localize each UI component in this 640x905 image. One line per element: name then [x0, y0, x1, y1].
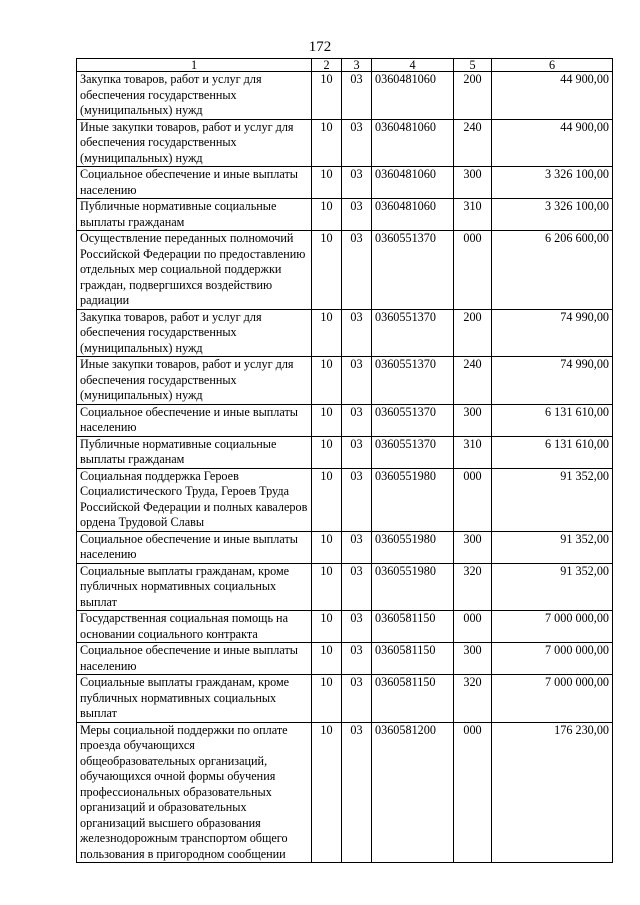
section-code-cell: 10 [312, 675, 342, 723]
item-name-cell: Социальная поддержка Героев Социалистического Труда, Героев Труда Российской Федерации и полных кавалеров ордена Трудовой Славы [77, 468, 312, 531]
amount-cell: 3 326 100,00 [492, 167, 613, 199]
target-article-code-cell: 0360581150 [372, 611, 454, 643]
subsection-code-cell: 03 [342, 531, 372, 563]
section-code-cell: 10 [312, 167, 342, 199]
table-row [77, 309, 613, 357]
section-code-cell: 10 [312, 436, 342, 468]
item-name-cell: Закупка товаров, работ и услуг для обеспечения государственных (муниципальных) нужд [77, 309, 312, 357]
amount-cell: 3 326 100,00 [492, 199, 613, 231]
section-code-cell: 10 [312, 199, 342, 231]
header-row [77, 59, 613, 72]
amount-cell: 176 230,00 [492, 722, 613, 863]
expense-type-code-cell: 300 [454, 531, 492, 563]
target-article-code-cell: 0360551370 [372, 357, 454, 405]
header-cell: 6 [492, 59, 613, 72]
item-name-cell: Социальные выплаты гражданам, кроме публичных нормативных социальных выплат [77, 675, 312, 723]
amount-cell: 44 900,00 [492, 72, 613, 120]
table-row [77, 199, 613, 231]
subsection-code-cell: 03 [342, 611, 372, 643]
section-code-cell: 10 [312, 309, 342, 357]
table-row [77, 611, 613, 643]
expense-type-code-cell: 000 [454, 722, 492, 863]
table-row [77, 643, 613, 675]
header-cell: 5 [454, 59, 492, 72]
item-name-cell: Социальное обеспечение и иные выплаты населению [77, 404, 312, 436]
subsection-code-cell: 03 [342, 468, 372, 531]
amount-cell: 91 352,00 [492, 563, 613, 611]
target-article-code-cell: 0360481060 [372, 72, 454, 120]
expense-type-code-cell: 200 [454, 309, 492, 357]
subsection-code-cell: 03 [342, 199, 372, 231]
section-code-cell: 10 [312, 722, 342, 863]
item-name-cell: Иные закупки товаров, работ и услуг для обеспечения государственных (муниципальных) нужд [77, 357, 312, 405]
target-article-code-cell: 0360551370 [372, 309, 454, 357]
table-row [77, 531, 613, 563]
target-article-code-cell: 0360551980 [372, 563, 454, 611]
page-number: 172 [308, 39, 332, 55]
expense-type-code-cell: 300 [454, 167, 492, 199]
amount-cell: 7 000 000,00 [492, 643, 613, 675]
amount-cell: 74 990,00 [492, 309, 613, 357]
target-article-code-cell: 0360551980 [372, 468, 454, 531]
table-row [77, 119, 613, 167]
subsection-code-cell: 03 [342, 722, 372, 863]
section-code-cell: 10 [312, 119, 342, 167]
budget-table [76, 58, 613, 863]
section-code-cell: 10 [312, 357, 342, 405]
table-row [77, 231, 613, 310]
expense-type-code-cell: 000 [454, 468, 492, 531]
item-name-cell: Социальное обеспечение и иные выплаты населению [77, 167, 312, 199]
subsection-code-cell: 03 [342, 675, 372, 723]
header-cell: 3 [342, 59, 372, 72]
target-article-code-cell: 0360581150 [372, 643, 454, 675]
target-article-code-cell: 0360481060 [372, 199, 454, 231]
table-row [77, 563, 613, 611]
target-article-code-cell: 0360551980 [372, 531, 454, 563]
target-article-code-cell: 0360551370 [372, 231, 454, 310]
expense-type-code-cell: 240 [454, 119, 492, 167]
amount-cell: 6 131 610,00 [492, 436, 613, 468]
section-code-cell: 10 [312, 72, 342, 120]
section-code-cell: 10 [312, 468, 342, 531]
table-row [77, 72, 613, 120]
item-name-cell: Публичные нормативные социальные выплаты гражданам [77, 199, 312, 231]
table-row [77, 722, 613, 863]
item-name-cell: Иные закупки товаров, работ и услуг для обеспечения государственных (муниципальных) нужд [77, 119, 312, 167]
expense-type-code-cell: 300 [454, 643, 492, 675]
header-cell: 4 [372, 59, 454, 72]
target-article-code-cell: 0360481060 [372, 119, 454, 167]
item-name-cell: Социальное обеспечение и иные выплаты населению [77, 531, 312, 563]
section-code-cell: 10 [312, 611, 342, 643]
section-code-cell: 10 [312, 643, 342, 675]
section-code-cell: 10 [312, 563, 342, 611]
item-name-cell: Закупка товаров, работ и услуг для обеспечения государственных (муниципальных) нужд [77, 72, 312, 120]
target-article-code-cell: 0360551370 [372, 436, 454, 468]
expense-type-code-cell: 300 [454, 404, 492, 436]
table-body [77, 72, 613, 863]
amount-cell: 6 131 610,00 [492, 404, 613, 436]
expense-type-code-cell: 240 [454, 357, 492, 405]
item-name-cell: Социальные выплаты гражданам, кроме публичных нормативных социальных выплат [77, 563, 312, 611]
subsection-code-cell: 03 [342, 72, 372, 120]
expense-type-code-cell: 200 [454, 72, 492, 120]
item-name-cell: Публичные нормативные социальные выплаты гражданам [77, 436, 312, 468]
subsection-code-cell: 03 [342, 404, 372, 436]
section-code-cell: 10 [312, 531, 342, 563]
subsection-code-cell: 03 [342, 167, 372, 199]
subsection-code-cell: 03 [342, 231, 372, 310]
table-row [77, 675, 613, 723]
target-article-code-cell: 0360481060 [372, 167, 454, 199]
amount-cell: 6 206 600,00 [492, 231, 613, 310]
amount-cell: 7 000 000,00 [492, 675, 613, 723]
target-article-code-cell: 0360551370 [372, 404, 454, 436]
header-cell: 2 [312, 59, 342, 72]
expense-type-code-cell: 310 [454, 436, 492, 468]
section-code-cell: 10 [312, 404, 342, 436]
subsection-code-cell: 03 [342, 309, 372, 357]
amount-cell: 91 352,00 [492, 468, 613, 531]
table-row [77, 404, 613, 436]
amount-cell: 44 900,00 [492, 119, 613, 167]
subsection-code-cell: 03 [342, 357, 372, 405]
section-code-cell: 10 [312, 231, 342, 310]
item-name-cell: Государственная социальная помощь на основании социального контракта [77, 611, 312, 643]
item-name-cell: Социальное обеспечение и иные выплаты населению [77, 643, 312, 675]
expense-type-code-cell: 320 [454, 675, 492, 723]
expense-type-code-cell: 000 [454, 231, 492, 310]
expense-type-code-cell: 320 [454, 563, 492, 611]
target-article-code-cell: 0360581150 [372, 675, 454, 723]
subsection-code-cell: 03 [342, 643, 372, 675]
subsection-code-cell: 03 [342, 119, 372, 167]
table-row [77, 167, 613, 199]
table-row [77, 357, 613, 405]
header-cell: 1 [77, 59, 312, 72]
table-row [77, 468, 613, 531]
table-row [77, 436, 613, 468]
subsection-code-cell: 03 [342, 436, 372, 468]
expense-type-code-cell: 310 [454, 199, 492, 231]
item-name-cell: Меры социальной поддержки по оплате проезда обучающихся общеобразовательных организаций, обучающихся очной формы обучения профессиональных образовательных организаций и образовательных организаций высшего образования железнодорожным транспортом общего пользования в пригородном сообщении [77, 722, 312, 863]
amount-cell: 74 990,00 [492, 357, 613, 405]
amount-cell: 7 000 000,00 [492, 611, 613, 643]
expense-type-code-cell: 000 [454, 611, 492, 643]
amount-cell: 91 352,00 [492, 531, 613, 563]
subsection-code-cell: 03 [342, 563, 372, 611]
target-article-code-cell: 0360581200 [372, 722, 454, 863]
item-name-cell: Осуществление переданных полномочий Российской Федерации по предоставлению отдельных мер социальной поддержки граждан, подвергшихся воздействию радиации [77, 231, 312, 310]
